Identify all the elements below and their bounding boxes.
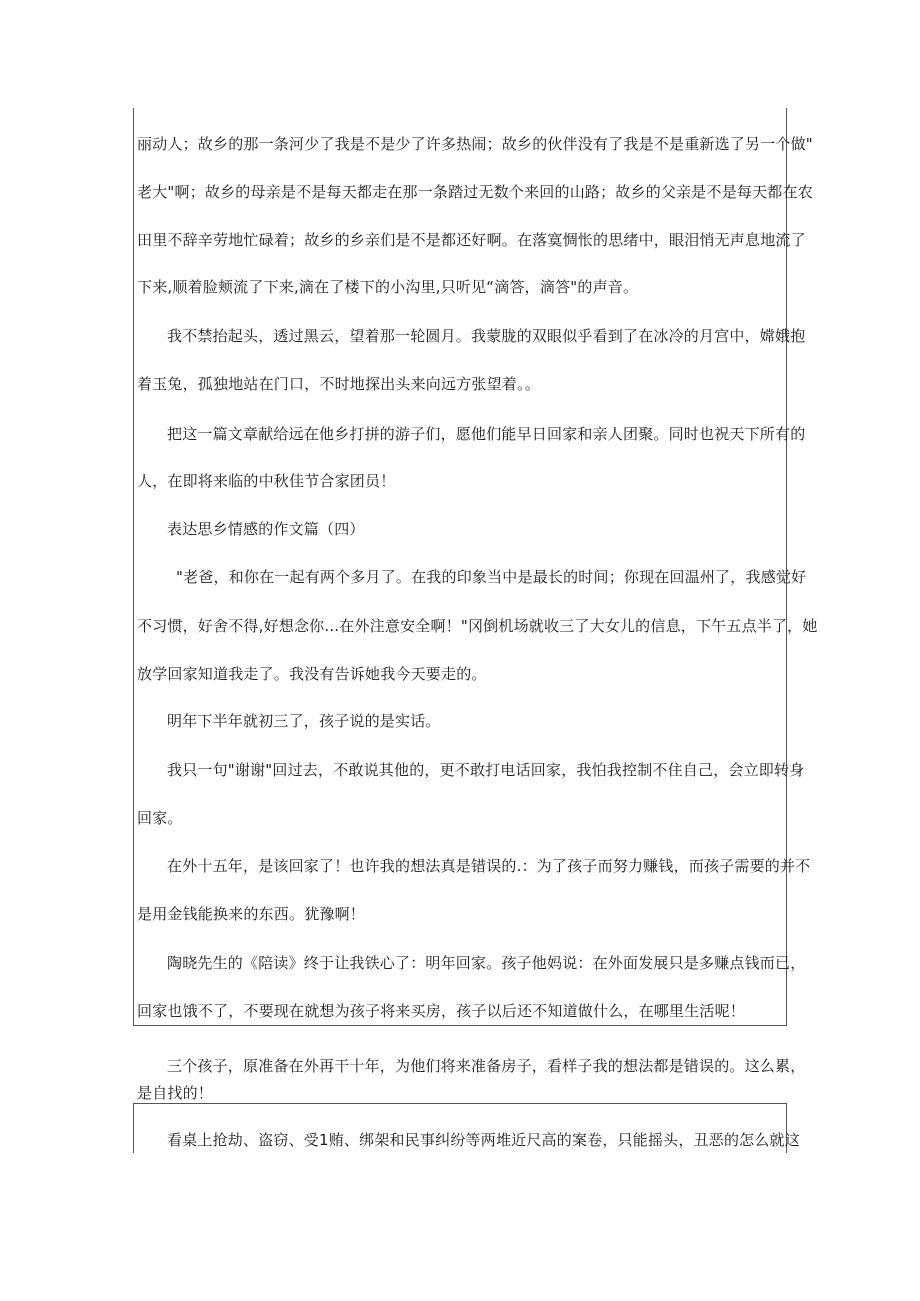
- paragraph-line: 把这一篇文章献给远在他乡打拼的游子们，愿他们能早日回家和亲人团聚。同时也祝天下所有的: [167, 425, 806, 443]
- paragraph-line: 放学回家知道我走了。我没有告诉她我今天要走的。: [137, 665, 487, 683]
- paragraph-line: 明年下半年就初三了，孩子说的是实话。: [167, 712, 441, 730]
- paragraph-line: 老大"啊；故乡的母亲是不是每天都走在那一条踏过无数个来回的山路；故乡的父亲是不是每天都在农: [137, 183, 813, 201]
- section-heading: 表达思乡情感的作文篇（四）: [167, 520, 365, 538]
- paragraph-line: 回家。: [137, 809, 183, 827]
- paragraph-line: 是用金钱能换来的东西。犹豫啊！: [137, 905, 366, 923]
- paragraph-line: 不习惯，好舍不得,好想念你...在外注意安全啊！"冈倒机场就收三了大女儿的信息，下午五点半了，她: [137, 617, 818, 635]
- paragraph-line: 下来,顺着脸颊流了下来,滴在了楼下的小沟里,只听见“滴答，滴答"的声音。: [137, 278, 639, 296]
- paragraph-line: 在外十五年，是该回家了！也许我的想法真是错误的.：为了孩子而努力赚钱，而孩子需要的并不: [167, 857, 811, 875]
- paragraph-line: 是自找的！: [137, 1084, 214, 1102]
- paragraph-line: 着玉兔，孤独地站在门口，不时地探出头来向远方张望着。。: [137, 375, 540, 393]
- paragraph-line: 三个孩子，原准备在外再干十年，为他们将来准备房子，看样子我的想法都是错误的。这么累，: [167, 1057, 806, 1075]
- paragraph-line: 人，在即将来临的中秋佳节合家团员！: [137, 472, 396, 490]
- paragraph-line: 丽动人；故乡的那一条河少了我是不是少了许多热闹；故乡的伙伴没有了我是不是重新选了另一个做": [137, 135, 813, 153]
- paragraph-line: 陶晓先生的《陪读》终于让我铁心了：明年回家。孩子他妈说：在外面发展只是多赚点钱而已，: [167, 954, 806, 972]
- paragraph-line: "老爸，和你在一起有两个多月了。在我的印象当中是最长的时间；你现在回温州了，我感觉好: [176, 568, 807, 586]
- paragraph-line: 我只一句"谢谢"回过去，不敢说其他的，更不敢打电话回家，我怕我控制不住自己，会立即转身: [167, 761, 805, 779]
- paragraph-line: 看桌上抢劫、盗窃、受1贿、绑架和民事纠纷等两堆近尺高的案卷，只能摇头，丑恶的怎么就这: [167, 1131, 800, 1149]
- paragraph-line: 田里不辞辛劳地忙碌着；故乡的乡亲们是不是都还好啊。在落寞惆怅的思绪中，眼泪悄无声息地流了: [137, 231, 806, 249]
- paragraph-line: 我不禁抬起头，透过黑云，望着那一轮圆月。我蒙胧的双眼似乎看到了在冰冷的月宫中，嫦娥抱: [167, 327, 806, 345]
- paragraph-line: 回家也饿不了，不要现在就想为孩子将来买房，孩子以后还不知道做什么，在哪里生活呢！: [137, 1002, 746, 1020]
